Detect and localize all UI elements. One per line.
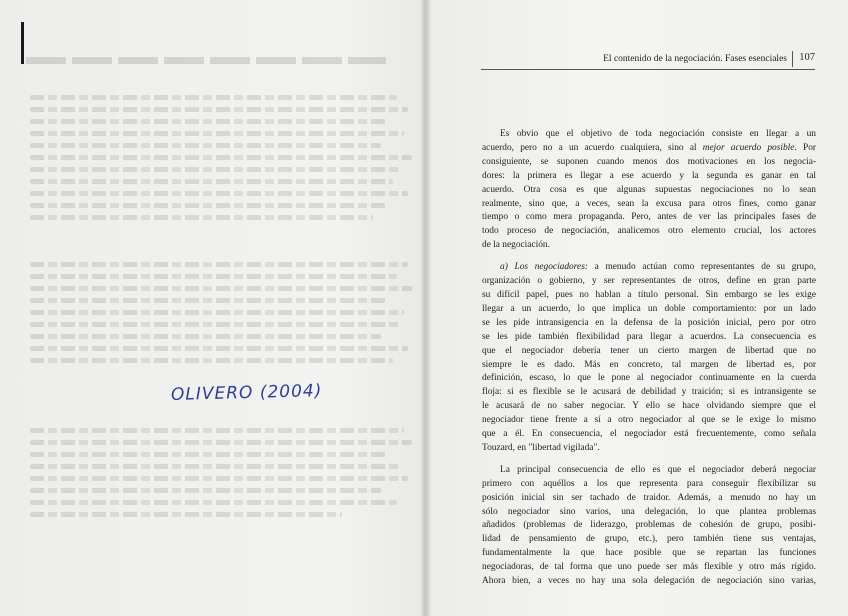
text-line: se les pide también flexibilidad para llegar a acuerdos. La consecuencia es	[482, 331, 816, 342]
text-line: que a él. En consecuencia, el negociador está frecuentemente, como señala	[482, 429, 816, 440]
text-line: Es obvio que el objetivo de toda negociación consiste en llegar a un	[500, 129, 816, 139]
text-line: Ahora bien, a veces no hay una sola delegación de negociación sino varias,	[482, 576, 816, 587]
text-line: organización o gobierno, y ser representantes de otros, define en gran parte	[482, 276, 816, 287]
text-line: que el negociador debería tener un cierto margen de libertad que no	[482, 345, 816, 356]
left-page-bleed-text	[30, 95, 420, 227]
text-line: añadidos (problemas de liderazgo, problemas de cohesión de grupo, posibi-	[482, 520, 816, 531]
text-line: fundamentalmente la que hace posible que se repartan las funciones	[482, 548, 816, 559]
text-line: sólo negociador sino varios, una delegación, lo que plantea problemas	[482, 506, 816, 517]
text-line: le acusará de no saber negociar. Y ello se hace olvidando siempre que el	[482, 401, 816, 412]
text-line: siempre le es dado. Más en concreto, tal margen de libertad es, por	[482, 359, 816, 370]
text-line: negociador tiene frente a sí a otro negociador al que se le exige lo mismo	[482, 415, 816, 426]
page-number: 107	[792, 51, 815, 67]
text-line: consiguiente, se suponen cuando menos dos motivaciones en los negocia-	[482, 156, 816, 167]
text-line: se les pide intransigencia en la defensa de la posición inicial, pero por otro	[482, 317, 816, 328]
text-line: a) Los negociadores: a menudo actúan como representantes de su grupo,	[500, 262, 816, 273]
section-lead: a) Los negociadores:	[500, 262, 588, 273]
text-line: primero con aquéllos a los que representa para conseguir flexibilizar su	[482, 478, 816, 489]
body-text	[482, 128, 816, 589]
text-line: posición inicial sin ser tachado de traidor. Además, a menudo no hay un	[482, 492, 816, 503]
text-line: todo proceso de negociación, analicemos otro elemento crucial, los actores	[482, 226, 816, 237]
handwritten-note: OLIVERO (2004)	[170, 381, 323, 405]
left-margin-mark	[21, 22, 24, 64]
running-head	[481, 47, 815, 70]
book-gutter	[421, 0, 431, 616]
text-line: realmente, sino que, a veces, sean la excusa para otros fines, como ganar	[482, 198, 816, 209]
text-line: Touzard, en "libertad vigilada".	[482, 442, 600, 453]
text-line: su difícil papel, pues no hablan a título personal. Sin embargo se les exige	[482, 289, 816, 300]
text-line: acuerdo. Otra cosa es que algunas supuestas negociaciones no lo sean	[482, 184, 816, 195]
text-line: La principal consecuencia de ello es que el negociador deberá negociar	[500, 464, 816, 475]
paragraph-2	[482, 261, 816, 456]
paragraph-1	[482, 128, 816, 253]
text-line: definición, escaso, lo que le pone al negociador continuamente en la cuerda	[482, 373, 816, 384]
left-page-bleed-text	[30, 428, 420, 524]
text-line: tiempo o como mera propaganda. Pero, antes de ver las principales fases de	[482, 212, 816, 223]
left-page-bleed-header	[26, 57, 386, 64]
text-line: acuerdo, pero no a un acuerdo cualquiera, sino al mejor acuerdo posible. Por	[482, 142, 817, 153]
running-head-title: El contenido de la negociación. Fases esenciales	[603, 54, 787, 64]
text-line: lidad de pensamiento de grupo, etc.), pero también tiene sus ventajas,	[482, 534, 816, 545]
emphasis-text: mejor acuerdo posible	[702, 142, 795, 153]
text-line: negociadoras, de tal forma que uno puede ser más flexible y otro más rígido.	[482, 562, 816, 573]
left-page-bleed-text	[30, 262, 420, 370]
text-line: llegar a un acuerdo, lo que implica un doble comportamiento: por un lado	[482, 303, 816, 314]
text-line: de la negociación.	[482, 240, 550, 251]
text-line: floja: si es flexible se le acusará de debilidad y traición; si es intransigente se	[482, 387, 816, 398]
paragraph-3	[482, 464, 816, 589]
text-line: dores: la primera es llegar a ese acuerdo y la segunda es ganar en tal	[482, 170, 816, 181]
